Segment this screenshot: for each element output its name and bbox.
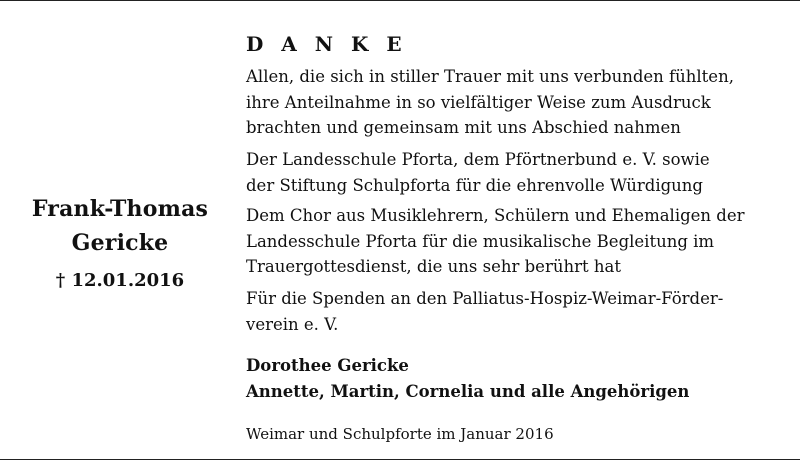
signers (246, 353, 689, 404)
deceased-last-name: Gericke (71, 230, 169, 256)
paragraph-line: verein e. V. (246, 314, 339, 334)
signer-line: Dorothee Gericke (246, 356, 409, 375)
deceased-name (0, 192, 240, 260)
paragraph-line: Trauergottesdienst, die uns sehr berührt hat (246, 257, 621, 276)
thanks-paragraph-3 (246, 203, 791, 280)
paragraph-line: Landesschule Pforta für die musikalische Begleitung im (246, 231, 715, 251)
paragraph-line: Allen, die sich in stiller Trauer mit uns verbunden fühlten, (246, 67, 734, 86)
paragraph-line: Für die Spenden an den Palliatus-Hospiz-Weimar-Förder- (246, 289, 724, 308)
paragraph-line: brachten und gemeinsam mit uns Abschied nahmen (246, 118, 681, 137)
thanks-paragraph-2 (246, 147, 791, 198)
deceased-column (0, 1, 240, 461)
paragraph-line: der Stiftung Schulpforta für die ehrenvolle Würdigung (246, 175, 703, 195)
thanks-column (246, 1, 791, 461)
place-and-date: Weimar und Schulpforte im Januar 2016 (246, 425, 554, 443)
paragraph-line: Der Landesschule Pforta, dem Pförtnerbund e. V. sowie (246, 150, 710, 169)
thanks-paragraph-1 (246, 64, 791, 141)
paragraph-line: Dem Chor aus Musiklehrern, Schülern und Ehemaligen der (246, 206, 745, 225)
signer-line: Annette, Martin, Cornelia und alle Angehörigen (246, 381, 690, 401)
thanks-heading: D A N K E (246, 32, 408, 56)
thanks-paragraph-4 (246, 286, 791, 337)
deceased-first-name: Frank-Thomas (31, 196, 209, 222)
death-date: † 12.01.2016 (55, 270, 185, 291)
paragraph-line: ihre Anteilnahme in so vielfältiger Weise zum Ausdruck (246, 92, 711, 112)
